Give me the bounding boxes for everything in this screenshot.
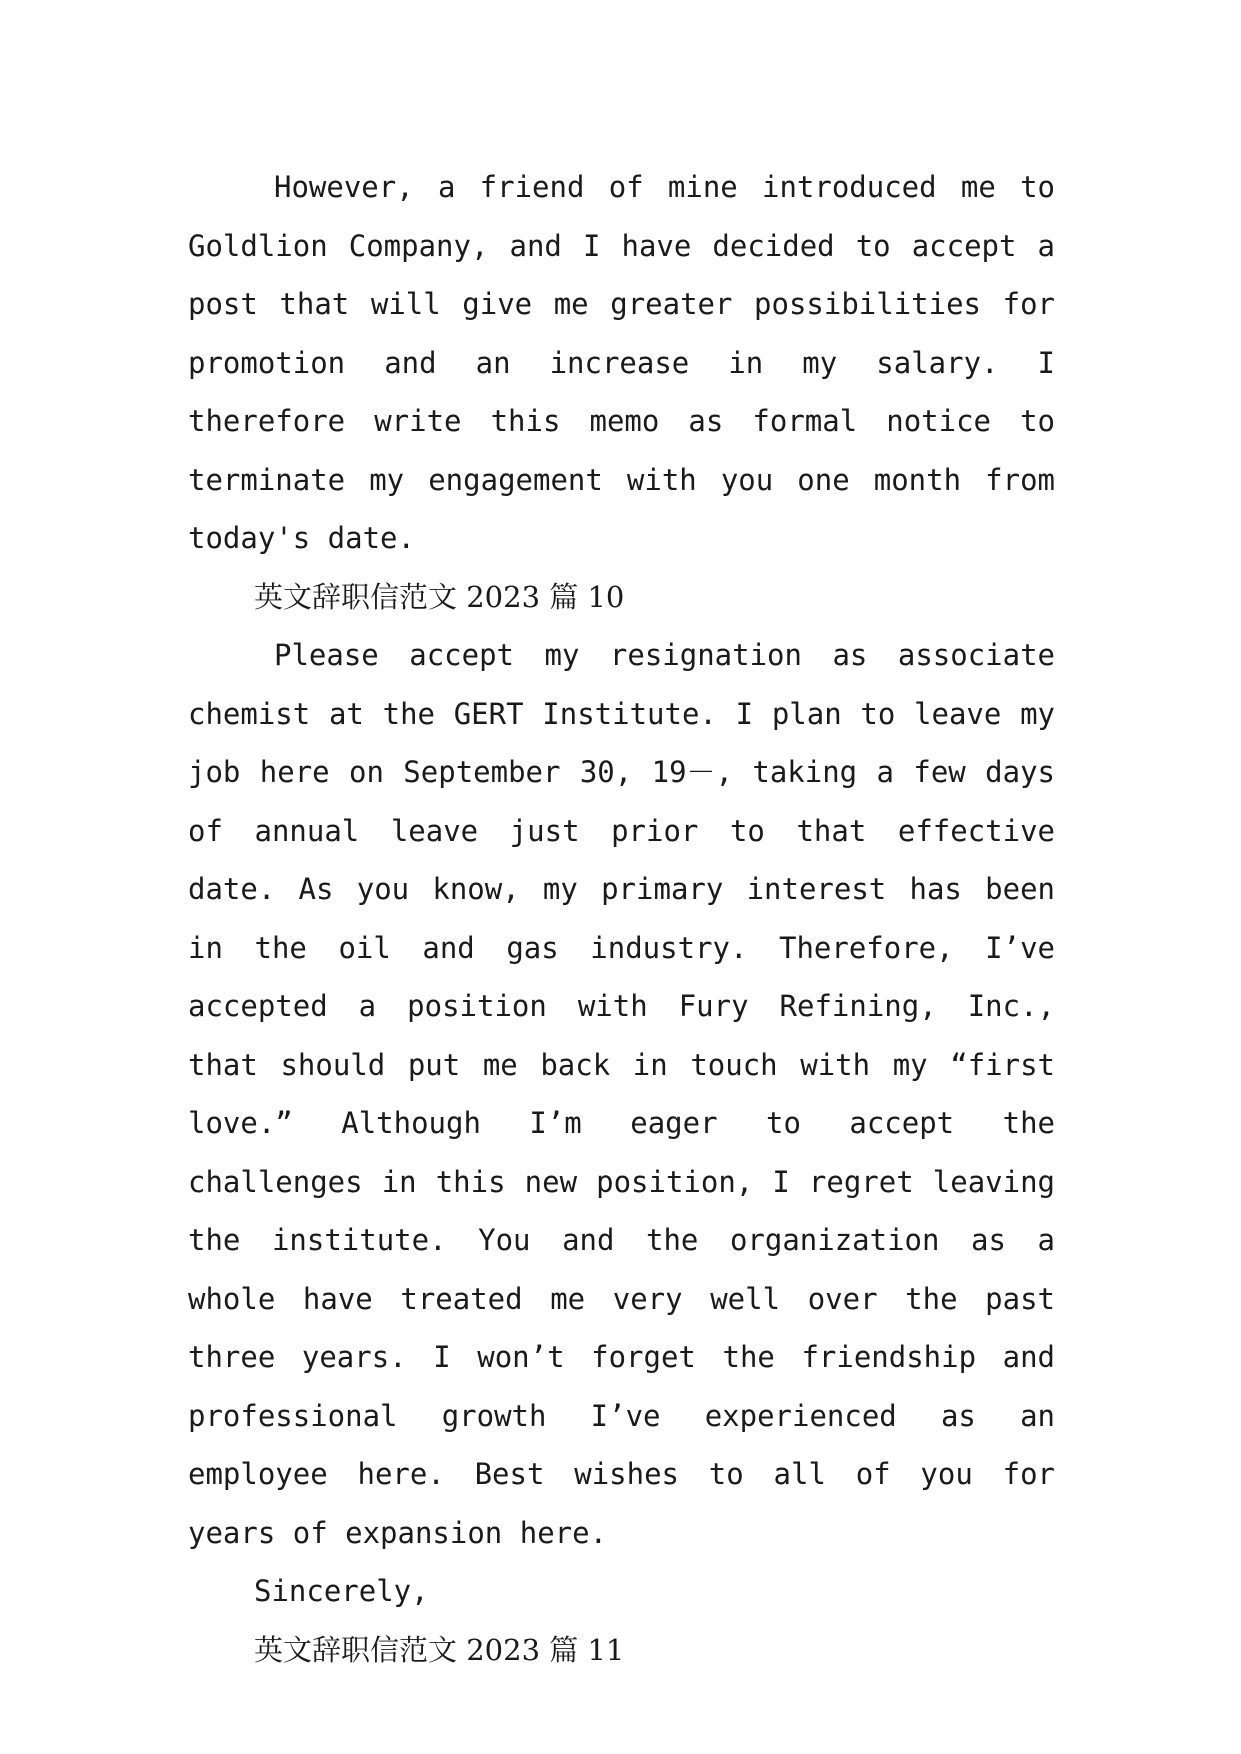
closing-line: Sincerely, bbox=[254, 1574, 429, 1608]
section-heading-11: 英文辞职信范文 2023 篇 11 bbox=[254, 1632, 625, 1667]
paragraph-resignation: Please accept my resignation as associate chemist at the GERT Institute. I plan to leave my job here on September 30, 19－, taking a few days of annual leave just prior to that effective date. As you know, my primary interest has been in the oil and gas industry. Therefore, I’ve accepted a position with Fury Refining, Inc., that should put me back in touch with my “first love.” Although I’m eager to accept the challenges in this new position, I regret leaving the institute. You and the organization as a whole have treated me very well over the past three years. I won’t forget the friendship and professional growth I’ve experienced as an employee here. Best wishes to all of you for years of expansion here. bbox=[188, 638, 1055, 1550]
section-heading-10: 英文辞职信范文 2023 篇 10 bbox=[254, 579, 625, 614]
paragraph-goldlion: However, a friend of mine introduced me to Goldlion Company, and I have decided to accept a post that will give me greater possibilities for promotion and an increase in my salary. I therefore write this memo as formal notice to terminate my engagement with you one month from today's date. bbox=[188, 170, 1055, 555]
document-body bbox=[188, 158, 1055, 1679]
